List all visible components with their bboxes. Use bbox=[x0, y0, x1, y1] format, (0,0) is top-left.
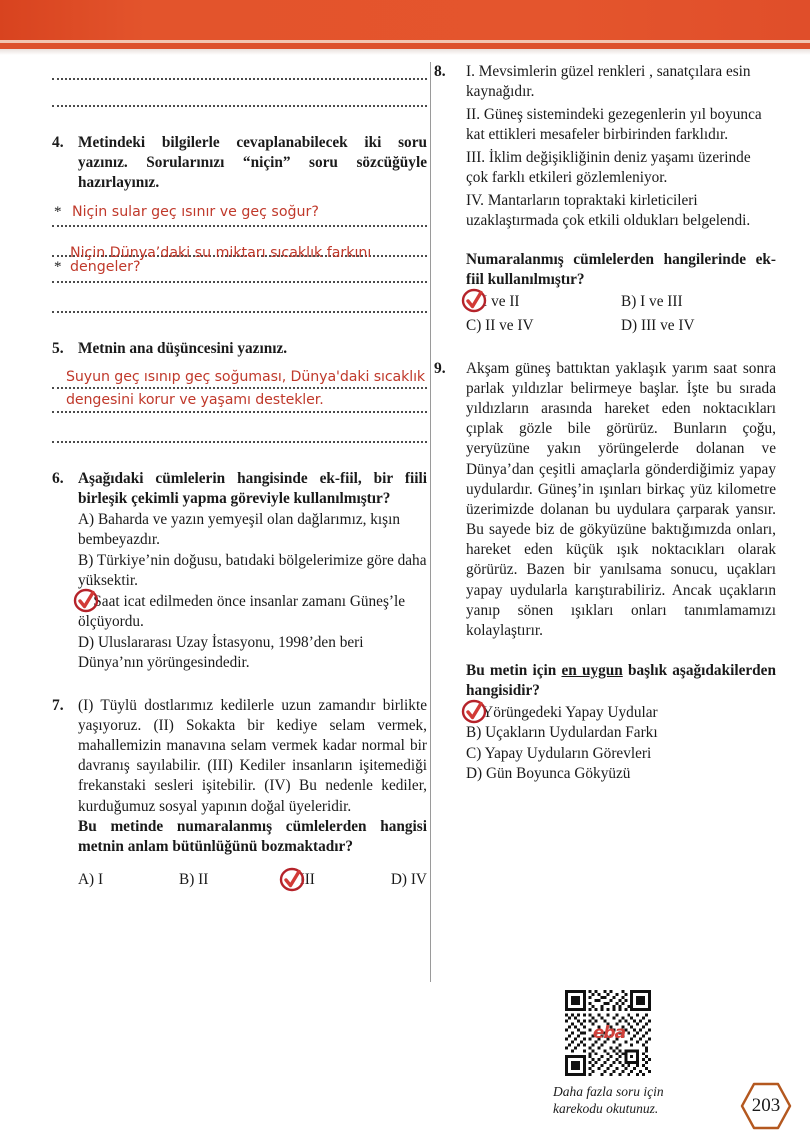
option-d[interactable] bbox=[621, 316, 776, 336]
handwritten-answer: dengesini korur ve yaşamı destekler. bbox=[66, 391, 324, 408]
option-a[interactable] bbox=[466, 703, 776, 723]
left-column bbox=[52, 62, 427, 891]
question-8 bbox=[434, 62, 776, 337]
question-stem: Metindeki bilgilerle cevaplanabilecek iki soru yazınız. Sorularınızı “niçin” soru sözcüğüyle hazırlayınız. bbox=[78, 134, 427, 191]
option-text: IV bbox=[410, 870, 427, 888]
page-number: 203 bbox=[751, 1095, 781, 1116]
option-d[interactable] bbox=[391, 871, 427, 889]
question-8-options bbox=[466, 292, 776, 337]
right-column bbox=[434, 62, 776, 787]
option-text: III bbox=[299, 870, 315, 888]
option-text: Baharda ve yazın yemyeşil olan dağlarımız, kışın bembeyazdır. bbox=[78, 510, 401, 549]
option-b[interactable] bbox=[78, 551, 427, 592]
option-letter: D) bbox=[78, 633, 95, 651]
blank-answer-line[interactable] bbox=[52, 105, 427, 107]
roman-item-3: III. İklim değişikliğinin deniz yaşamı üzerinde çok farklı etkileri gözlemleniyor. bbox=[466, 148, 751, 187]
answer-line-4-rule[interactable] bbox=[52, 311, 427, 313]
question-6 bbox=[52, 469, 427, 674]
option-letter: D) bbox=[466, 765, 483, 783]
prompt-part-2: başlık aşağıdakilerden hangisidir? bbox=[466, 662, 776, 700]
option-letter: A) bbox=[78, 510, 95, 528]
qr-caption bbox=[553, 1083, 664, 1118]
question-9 bbox=[434, 359, 776, 785]
option-letter: C) bbox=[466, 744, 482, 762]
option-letter: A) bbox=[78, 870, 95, 888]
question-passage: Akşam güneş battıktan yaklaşık yarım saat sonra parlak yıldızlar belirmeye başlar. İşte bu sırada yıldızların arasında hareket eden noktacıkları çıplak gözle bile görürüz. Bunların çoğu, yeryüzüne yakın yörüngelerde dolanan ve Dünya’dan çeşitli amaçlarla gönderdiğimiz yapay uydulardır. Güneş’in ışınları birkaç yüz kilometre üzerimizde dolanan bu uydulara çarparak yansır. Bu sayede biz de gökyüzüne baktığımızda onları, hareket eden küçük ışık noktacıkları olarak görürüz. Bazen bir yanılsama sonucu, uçakları yapay uydularla karıştırabiliriz. Ancak uçakların yanıp sönen ışıkları onları tanımlamamızı kolaylaştırır. bbox=[466, 359, 776, 640]
option-d[interactable] bbox=[78, 633, 427, 674]
question-number: 8. bbox=[434, 63, 446, 80]
question-4 bbox=[52, 133, 427, 193]
option-letter: B) bbox=[179, 870, 195, 888]
qr-caption-line-1: Daha fazla soru için bbox=[553, 1084, 664, 1099]
handwritten-answer: Suyun geç ısınıp geç soğuması, Dünya'daki sıcaklık bbox=[66, 368, 426, 385]
option-text: I bbox=[97, 870, 104, 888]
eba-logo: eba bbox=[592, 1023, 626, 1043]
answer-line-3-rule[interactable] bbox=[52, 441, 427, 443]
option-text: I ve II bbox=[482, 292, 520, 310]
question-number: 5. bbox=[52, 339, 64, 357]
column-divider bbox=[430, 62, 431, 982]
question-prompt: Numaralanmış cümlelerden hangilerinde ek-fiil kullanılmıştır? bbox=[466, 250, 776, 288]
question-stem: Metnin ana düşüncesini yazınız. bbox=[78, 339, 288, 357]
page-number-badge bbox=[740, 1082, 792, 1130]
option-text: Türkiye’nin doğusu, batıdaki bölgelerimize göre daha yüksektir. bbox=[78, 551, 427, 590]
option-a[interactable] bbox=[466, 292, 621, 312]
option-text: II bbox=[198, 870, 209, 888]
page-header-band bbox=[0, 0, 810, 40]
option-text: Saat icat edilmeden önce insanlar zamanı Güneş’le ölçüyordu. bbox=[78, 592, 406, 631]
option-text: III ve IV bbox=[640, 317, 695, 335]
blank-answer-line[interactable] bbox=[52, 62, 427, 78]
question-prompt bbox=[466, 661, 776, 701]
option-a[interactable] bbox=[78, 871, 103, 889]
header-band-gradient bbox=[0, 0, 810, 40]
roman-item-1: I. Mevsimlerin güzel renkleri , sanatçılara esin kaynağıdır. bbox=[466, 63, 751, 101]
option-letter: D) bbox=[621, 317, 638, 335]
option-d[interactable] bbox=[466, 764, 776, 784]
prompt-part-1: Bu metin için bbox=[466, 662, 562, 680]
option-a[interactable] bbox=[78, 510, 427, 551]
option-c[interactable] bbox=[466, 744, 776, 764]
option-letter: B) bbox=[621, 292, 637, 310]
option-letter: C) bbox=[466, 317, 482, 335]
question-prompt: Bu metinde numaralanmış cümlelerden hangisi metnin anlam bütünlüğünü bozmaktadır? bbox=[78, 817, 427, 855]
option-letter: B) bbox=[78, 551, 94, 569]
option-c[interactable] bbox=[466, 316, 621, 336]
option-text: Gün Boyunca Gökyüzü bbox=[485, 765, 631, 783]
header-shadow bbox=[0, 49, 810, 55]
question-5 bbox=[52, 339, 427, 359]
option-text: Uluslararası Uzay İstasyonu, 1998’den beri Dünya’nın yörüngesindedir. bbox=[78, 633, 364, 672]
answer-line-1[interactable] bbox=[52, 203, 427, 225]
question-passage: (I) Tüylü dostlarımız kedilerle uzun zamandır birlikte yaşıyoruz. (II) Sokakta bir kediye selam vermek, mahallemizin manavına selam vermek kadar normal bir davranış sayılabilir. (III) Kediler insanların işitemediği frekanstaki sesleri işitebilir. (IV) Bu nedenle kediler, kurduğumuz sosyal yapının doğal üyeleridir. bbox=[78, 696, 427, 815]
answer-line-2[interactable] bbox=[52, 389, 427, 411]
handwritten-answer: Niçin Dünya’daki su miktarı sıcaklık farkını dengeler? bbox=[70, 245, 372, 276]
selected-answer-mark bbox=[78, 592, 93, 612]
option-text: Yörüngedeki Yapay Uydular bbox=[482, 703, 658, 721]
option-text: II ve IV bbox=[485, 317, 534, 335]
option-c[interactable] bbox=[284, 871, 315, 889]
option-text: Yapay Uyduların Görevleri bbox=[484, 744, 652, 762]
prompt-underlined: en uygun bbox=[561, 662, 623, 680]
option-letter: D) bbox=[390, 870, 407, 888]
option-b[interactable] bbox=[621, 292, 776, 312]
option-b[interactable] bbox=[466, 723, 776, 743]
answer-line-1[interactable] bbox=[52, 367, 427, 387]
selected-answer-mark bbox=[466, 292, 482, 312]
qr-caption-line-2: karekodu okutunuz. bbox=[553, 1101, 659, 1117]
qr-code-block[interactable] bbox=[553, 990, 664, 1118]
answer-bullet: * bbox=[54, 203, 62, 220]
roman-item-2: II. Güneş sistemindeki gezegenlerin yıl boyunca kat ettikleri mesafeler birbirinden farklıdır. bbox=[466, 105, 762, 144]
option-b[interactable] bbox=[179, 871, 208, 889]
question-7 bbox=[52, 696, 427, 889]
answer-bullet: * bbox=[54, 258, 62, 275]
question-5-answer-area bbox=[52, 367, 427, 443]
question-number: 9. bbox=[434, 359, 446, 377]
answer-line-3[interactable] bbox=[52, 245, 427, 281]
question-number: 6. bbox=[52, 470, 64, 488]
question-number: 7. bbox=[52, 696, 64, 714]
option-text: I ve III bbox=[640, 292, 683, 310]
selected-answer-mark bbox=[466, 703, 482, 723]
option-c[interactable] bbox=[78, 592, 427, 633]
qr-code-image[interactable] bbox=[565, 990, 651, 1076]
question-4-answer-area bbox=[52, 203, 427, 313]
option-letter: B) bbox=[466, 724, 482, 742]
option-text: Uçakların Uydulardan Farkı bbox=[485, 724, 658, 742]
question-7-options bbox=[78, 871, 427, 889]
roman-item-4: IV. Mantarların topraktaki kirleticileri uzaklaştırmada çok etkili oldukları belgelendi. bbox=[466, 191, 751, 230]
handwritten-answer: Niçin sular geç ısınır ve geç soğur? bbox=[72, 204, 319, 221]
selected-answer-mark bbox=[284, 871, 299, 889]
question-stem: Aşağıdaki cümlelerin hangisinde ek-fiil, bir fiili birleşik çekimli yapma göreviyle kullanılmıştır? bbox=[78, 470, 427, 507]
question-number: 4. bbox=[52, 134, 64, 151]
